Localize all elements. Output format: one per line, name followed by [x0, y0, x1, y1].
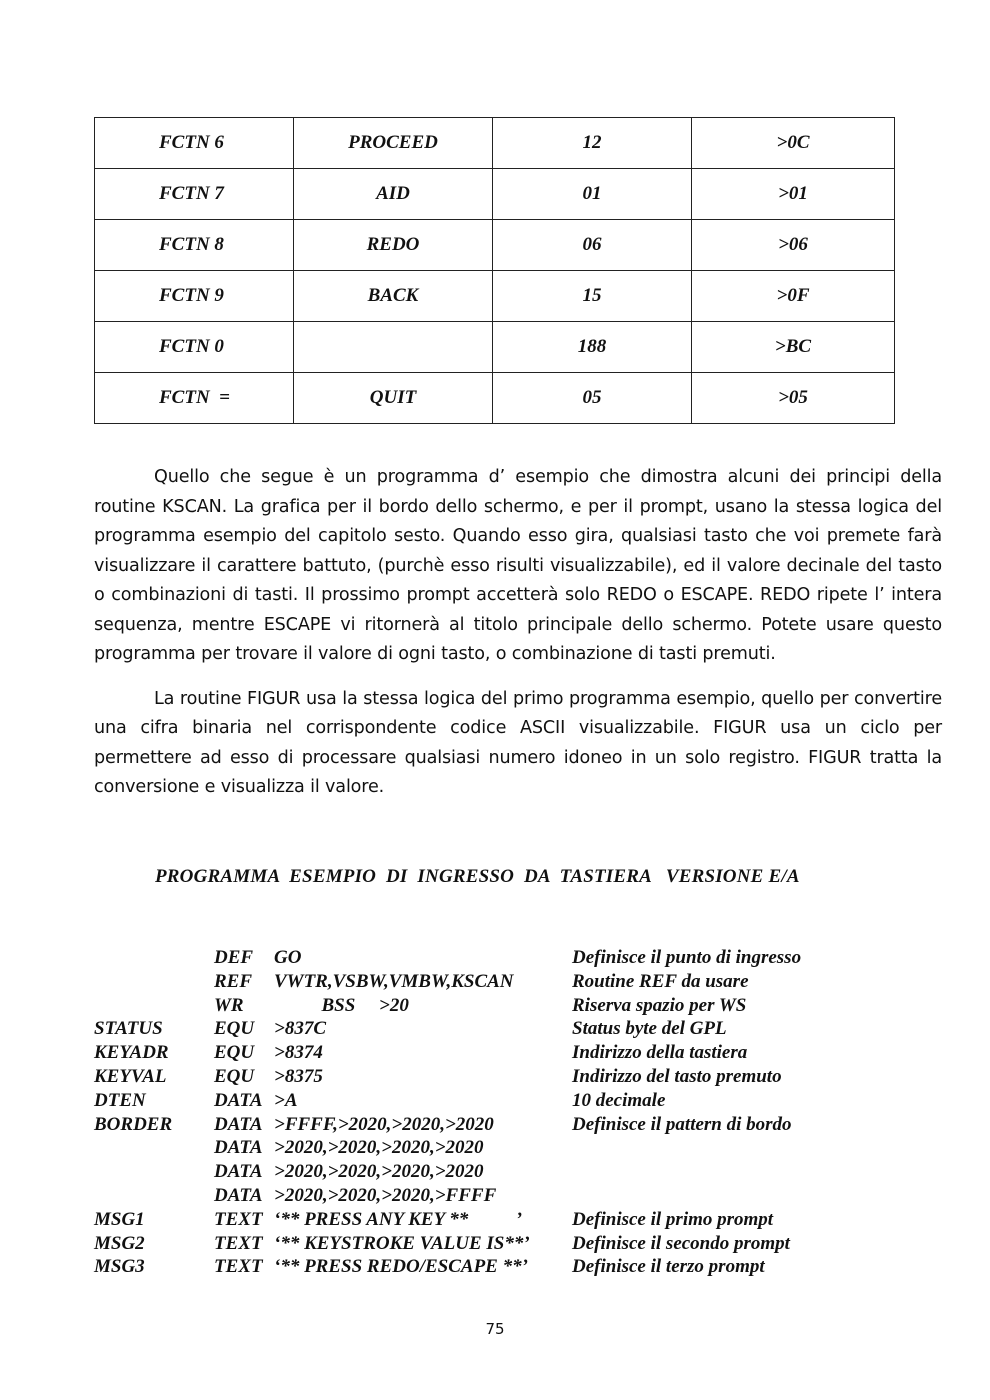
table-cell: FCTN 0: [95, 322, 294, 373]
listing-line: [94, 1041, 894, 1065]
listing-line: [94, 1232, 894, 1256]
listing-operand: ‘** PRESS ANY KEY ** ’: [274, 1208, 523, 1230]
table-cell: BACK: [294, 271, 493, 322]
listing-comment: 10 decimale: [572, 1089, 666, 1111]
listing-opcode: EQU: [214, 1018, 255, 1040]
listing-operand: >8374: [274, 1042, 323, 1064]
listing-opcode: DATA: [214, 1184, 263, 1206]
table-cell: >06: [692, 220, 895, 271]
listing-comment: Indirizzo del tasto premuto: [572, 1065, 782, 1087]
listing-comment: Riserva spazio per WS: [572, 994, 747, 1016]
table-cell: 12: [493, 118, 692, 169]
listing-line: [94, 1113, 894, 1137]
listing-opcode: TEXT: [214, 1256, 263, 1278]
table-cell: FCTN =: [95, 373, 294, 424]
listing-opcode: DEF: [214, 947, 254, 968]
listing-label: KEYADR: [94, 1042, 169, 1064]
table-cell: >01: [692, 169, 895, 220]
listing-line: [94, 994, 894, 1018]
listing-line: [94, 970, 894, 994]
listing-comment: Definisce il punto di ingresso: [572, 947, 802, 968]
table-cell: 06: [493, 220, 692, 271]
table-cell: 15: [493, 271, 692, 322]
listing-opcode: EQU: [214, 1042, 255, 1064]
listing-label: DTEN: [94, 1089, 146, 1111]
table-row: [95, 220, 895, 271]
listing-operand: >2020,>2020,>2020,>2020: [274, 1161, 484, 1183]
table-cell: 188: [493, 322, 692, 373]
listing-line: [94, 946, 894, 970]
table-cell: >0C: [692, 118, 895, 169]
table-row: [95, 322, 895, 373]
listing-comment: Definisce il primo prompt: [572, 1208, 774, 1230]
table-cell: [294, 322, 493, 373]
table-cell: >0F: [692, 271, 895, 322]
table-cell: 05: [493, 373, 692, 424]
table-row: [95, 373, 895, 424]
table-cell: AID: [294, 169, 493, 220]
listing-operand: >2020,>2020,>2020,>FFFF: [274, 1184, 497, 1206]
table-cell: FCTN 6: [95, 118, 294, 169]
program-heading: PROGRAMMA ESEMPIO DI INGRESSO DA TASTIERA VERSIONE E/A: [155, 866, 800, 887]
listing-opcode: TEXT: [214, 1208, 263, 1230]
listing-operand: BSS >20: [274, 994, 409, 1016]
listing-opcode: DATA: [214, 1089, 263, 1111]
listing-comment: Definisce il pattern di bordo: [572, 1113, 792, 1135]
listing-line: [94, 1255, 894, 1279]
listing-opcode: DATA: [214, 1137, 263, 1159]
listing-operand: VWTR,VSBW,VMBW,KSCAN: [274, 970, 514, 992]
listing-operand: >A: [274, 1089, 298, 1111]
listing-opcode: TEXT: [214, 1232, 263, 1254]
listing-label: KEYVAL: [94, 1065, 167, 1087]
page-number: 75: [485, 1320, 505, 1338]
paragraph-kscan-example: Quello che segue è un programma d’ esempio che dimostra alcuni dei principi della routine KSCAN. La grafica per il bordo dello schermo, e per il prompt, usano la stessa logica del programma esempio del capitolo sesto. Quando esso gira, qualsiasi tasto che voi premete farà visualizzare il carattere battuto, (purchè esso risulti visualizzabile), ed il valore decinale del tasto o combinazioni di tasti. Il prossimo prompt accetterà solo REDO o ESCAPE. REDO ripete l’ intera sequenza, mentre ESCAPE vi ritornerà al titolo principale dello schermo. Potete usare questo programma per trovare il valore di ogni tasto, o combinazione di tasti premuti.: [94, 467, 942, 664]
listing-line: [94, 1136, 894, 1160]
table-cell: FCTN 7: [95, 169, 294, 220]
listing-comment: Status byte del GPL: [572, 1018, 727, 1040]
listing-line: [94, 1065, 894, 1089]
table-cell: >BC: [692, 322, 895, 373]
listing-opcode: REF: [214, 970, 253, 992]
table-cell: QUIT: [294, 373, 493, 424]
table-row: [95, 169, 895, 220]
listing-comment: Definisce il secondo prompt: [572, 1232, 790, 1254]
listing-operand: >8375: [274, 1065, 323, 1087]
listing-line: [94, 1184, 894, 1208]
listing-operand: ‘** PRESS REDO/ESCAPE **’: [274, 1256, 528, 1278]
listing-label: BORDER: [94, 1113, 173, 1135]
listing-label: STATUS: [94, 1018, 163, 1040]
function-key-table: [94, 117, 895, 424]
table-row: [95, 271, 895, 322]
listing-operand: ‘** KEYSTROKE VALUE IS**’: [274, 1232, 530, 1254]
paragraph-figur-routine: La routine FIGUR usa la stessa logica del primo programma esempio, quello per convertire una cifra binaria nel corrispondente codice ASCII visualizzabile. FIGUR usa un ciclo per permettere ad esso di processare qualsiasi numero idoneo in un solo registro. FIGUR tratta la conversione e visualizza il valore.: [94, 688, 942, 797]
listing-label: MSG2: [94, 1232, 145, 1254]
listing-opcode: WR: [214, 994, 244, 1016]
body-text: [94, 463, 942, 803]
listing-operand: >837C: [274, 1018, 326, 1040]
listing-line: [94, 1089, 894, 1113]
listing-label: MSG3: [94, 1256, 145, 1278]
listing-operand: >FFFF,>2020,>2020,>2020: [274, 1113, 494, 1135]
table-cell: FCTN 9: [95, 271, 294, 322]
table-cell: FCTN 8: [95, 220, 294, 271]
listing-label: MSG1: [94, 1208, 145, 1230]
listing-opcode: DATA: [214, 1161, 263, 1183]
listing-comment: Indirizzo della tastiera: [572, 1042, 748, 1064]
table-row: [95, 118, 895, 169]
table-cell: PROCEED: [294, 118, 493, 169]
listing-line: [94, 1160, 894, 1184]
listing-opcode: EQU: [214, 1065, 255, 1087]
listing-line: [94, 1208, 894, 1232]
listing-comment: Definisce il terzo prompt: [572, 1256, 765, 1278]
listing-opcode: DATA: [214, 1113, 263, 1135]
table-cell: >05: [692, 373, 895, 424]
listing-line: [94, 1017, 894, 1041]
table-cell: REDO: [294, 220, 493, 271]
listing-comment: Routine REF da usare: [572, 970, 749, 992]
listing-operand: >2020,>2020,>2020,>2020: [274, 1137, 484, 1159]
listing-operand: GO: [274, 947, 302, 968]
program-listing: [94, 946, 894, 1279]
table-cell: 01: [493, 169, 692, 220]
